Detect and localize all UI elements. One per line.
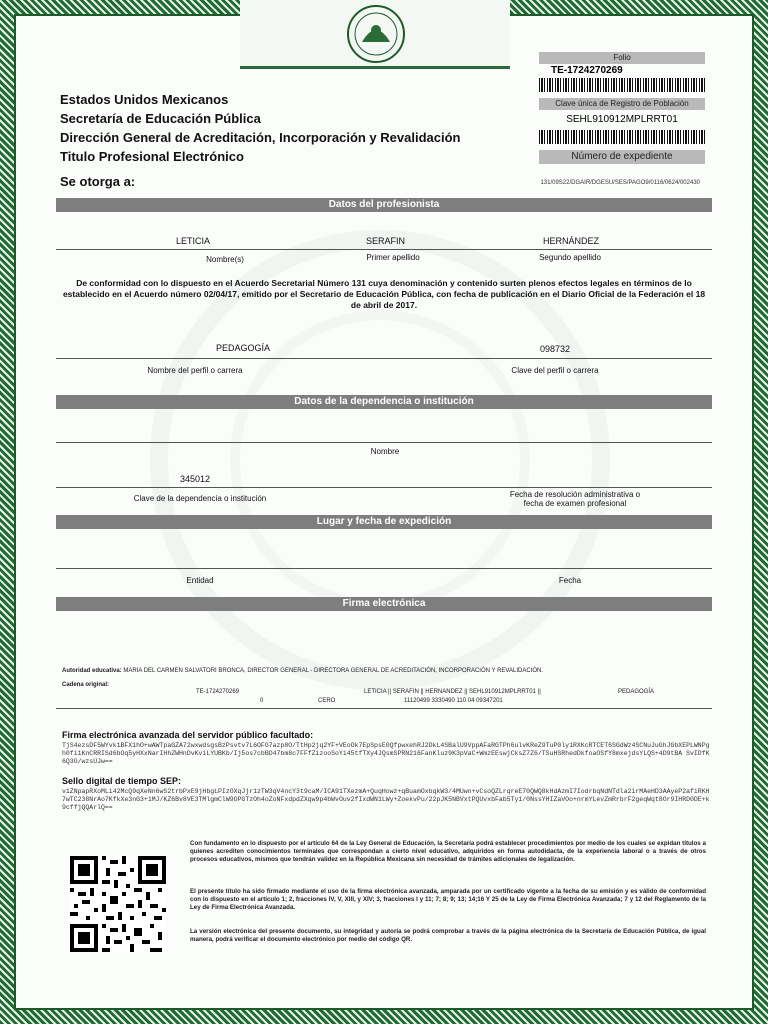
- dependencia-nombre-label: Nombre: [370, 447, 400, 456]
- legal-text-1: Con fundamento en lo dispuesto por el artículo 64 de la Ley General de Educación, la Secretaría podrá establecer procedimientos por medio de los cuales se expidan títulos a quienes acrediten conocimientos terminales que correspondan a cierto nivel educativo, adquiridos en forma autodidacta, de la experiencia laboral o a través de otros procesos educativos, mismos que tendrán validez en la República Mexicana sin necesidad de trámites adicionales de legalización.: [190, 840, 706, 863]
- divider: [56, 708, 712, 709]
- cadena-nombre: LETICIA || SERAFIN || HERNANDEZ || SEHL910912MPLRRT01 ||: [364, 689, 541, 695]
- folio-value: TE-1724270269: [551, 65, 623, 76]
- primer-apellido-label: Primer apellido: [366, 253, 420, 262]
- header: [60, 90, 460, 166]
- firma-servidor-text: TjS4ezsDF5WYvk1BFX1hO+wAWTpaGZA72wxwdsgsBzPsvtv7L6OFG7azp8O/TtHp2jq2YF+VEoOk7EpSpsE0QfpwxehRJ2DkL4SBalU9VppAFaRGTPh6ulvKReZ9TuP0ly1RXKcRTCET6SGdWz4SCNuJuGhJGbXEPLWNPgh0fi1KnCRRISd6bOq5yHXxNarIHhZWHnDvKviLYUBKb/Ij5os7cbBD47bm8c7FFfZizooSoYi45tfTXy4JQsmSPRN216FanKluz9K3pVaC+WmzEEswjCksZ7Z6/TSuHSRhedDkfoaOSfY8mxejdsYLQS+4D9tBA SvIDfK6Q3G/wzsUJw==: [62, 742, 710, 765]
- qr-code: [70, 856, 166, 952]
- cadena-codigos: 11120499 3330490 110 04 09347201: [404, 698, 503, 704]
- clave-carrera-label: Clave del perfil o carrera: [511, 366, 599, 375]
- cadena-carrera: PEDAGOGÍA: [618, 689, 655, 695]
- carrera-label: Nombre del perfil o carrera: [147, 366, 243, 375]
- segundo-apellido-label: Segundo apellido: [539, 253, 601, 262]
- section-dependencia: Datos de la dependencia o institución: [56, 395, 712, 409]
- autoridad-value: MARIA DEL CARMEN SALVATORI BRONCA, DIRECTOR GENERAL - DIRECTORA GENERAL DE ACREDITACIÓN, INCORPORACIÓN Y REVALIDACIÓN.: [123, 668, 543, 674]
- autoridad-line: [62, 668, 702, 674]
- otorga-label: Se otorga a:: [60, 174, 136, 189]
- cadena-zero: 0: [260, 698, 264, 704]
- expediente-value: 131/09S22/DGAIR/DGESU/SES/PAGO9/0116/0624/002430: [540, 180, 700, 186]
- cadena-label: Cadena original:: [62, 682, 110, 688]
- folio-label: Folio: [539, 52, 705, 64]
- document-title: Titulo Profesional Electrónico: [60, 149, 244, 164]
- ministry-name: Secretaría de Educación Pública: [60, 111, 261, 126]
- divider: [56, 358, 712, 359]
- entidad-label: Entidad: [186, 576, 214, 585]
- legal-text-3: La versión electrónica del presente documento, su integridad y autoría se podrá comprobar a través de la página electrónica de la Secretaría de Educación Pública, de igual manera, podrá verificar el documento electrónico por medio del código QR.: [190, 928, 706, 943]
- section-expedicion: Lugar y fecha de expedición: [56, 515, 712, 529]
- segundo-apellido-value: HERNÁNDEZ: [543, 236, 600, 246]
- folio-barcode: [539, 78, 705, 92]
- divider: [56, 249, 712, 250]
- legal-paragraph: De conformidad con lo dispuesto en el Acuerdo Secretarial Número 131 cuya denominación y contenido surten plenos efectos legales en términos de lo establecido en el Acuerdo número 02/04/17, emitido por el Secretario de Educación Pública, con fecha de publicación en el Diario Oficial de la Federación el 18 de abril de 2017.: [62, 278, 706, 310]
- divider: [56, 442, 712, 443]
- legal-text-2: El presente título ha sido firmado mediante el uso de la firma electrónica avanzada, amparada por un certificado vigente a la fecha de su emisión y es válido de conformidad con lo dispuesto en el artículo 1; 2, fracciones IV, V, XIII, y XIV; 3, fracciones I y 11; 7; 8; 9; 13; 14;16 Y 25 de la Ley de Firma Electrónica Avanzada; 7 y 12 del Reglamento de la Ley de Firma Electrónica Avanzada.: [190, 888, 706, 911]
- section-profesionista: Datos del profesionista: [56, 198, 712, 212]
- section-firma: Firma electrónica: [56, 597, 712, 611]
- primer-apellido-value: SERAFIN: [366, 236, 406, 246]
- carrera-value: PEDAGOGÍA: [216, 343, 271, 353]
- divider: [56, 487, 712, 488]
- country-name: Estados Unidos Mexicanos: [60, 92, 229, 107]
- cadena-cero: CERO: [318, 698, 336, 704]
- national-seal-icon: [340, 4, 412, 64]
- fecha-resolucion-label: Fecha de resolución administrativa o fecha de examen profesional: [509, 490, 641, 508]
- curp-label: Clave única de Registro de Población: [539, 98, 705, 110]
- autoridad-label: Autoridad educativa:: [62, 668, 122, 674]
- sello-text: v1ZNpapRXoMLi42McQ9qXeNn6wS2trbPxE9jHbgLPIzOXqJjr1zTW3qV4ncY3t9caM/ICA91TXezmA+QuqHowz+qBuamOxbqkW3/4MUwn+vCsoQZLrqreE70QWQ8kHdAzmI7IodrbqNdNTdla2irMAeHD3AAyeP2afiRKH7wTC238NrAo7KfkXe3nG3+1MJ/KZ6Bv8VE3TMlgmClW9OPGTzOh4oZoNFxdpdZXqw9p4bWvOuv2fIxdWN1LWy+ZoekvPu/22pJK5NBVxtPQUvxbFab5Ty1/0NssYHIZaVOo+nrmYLevZmRrbrF2geqWqt8Or9IHRD0DE+k9cffjQQArlQ==: [62, 788, 710, 811]
- cadena-folio: TE-1724270269: [196, 689, 240, 695]
- curp-barcode: [539, 130, 705, 144]
- divider: [56, 568, 712, 569]
- curp-value: SEHL910912MPLRRT01: [566, 114, 678, 125]
- fecha-label: Fecha: [558, 576, 582, 585]
- nombre-label: Nombre(s): [206, 255, 244, 264]
- nombre-value: LETICIA: [176, 236, 211, 246]
- sello-title: Sello digital de tiempo SEP:: [62, 776, 182, 786]
- directorate-name: Dirección General de Acreditación, Incorporación y Revalidación: [60, 130, 461, 145]
- expediente-label: Número de expediente: [539, 150, 705, 164]
- clave-carrera-value: 098732: [540, 344, 571, 354]
- folio-block: [539, 52, 705, 164]
- dependencia-clave-label: Clave de la dependencia o institución: [133, 494, 267, 503]
- watermark-seal-inner: [230, 310, 530, 610]
- firma-servidor-title: Firma electrónica avanzada del servidor público facultado:: [62, 730, 314, 740]
- dependencia-clave-value: 345012: [180, 474, 211, 484]
